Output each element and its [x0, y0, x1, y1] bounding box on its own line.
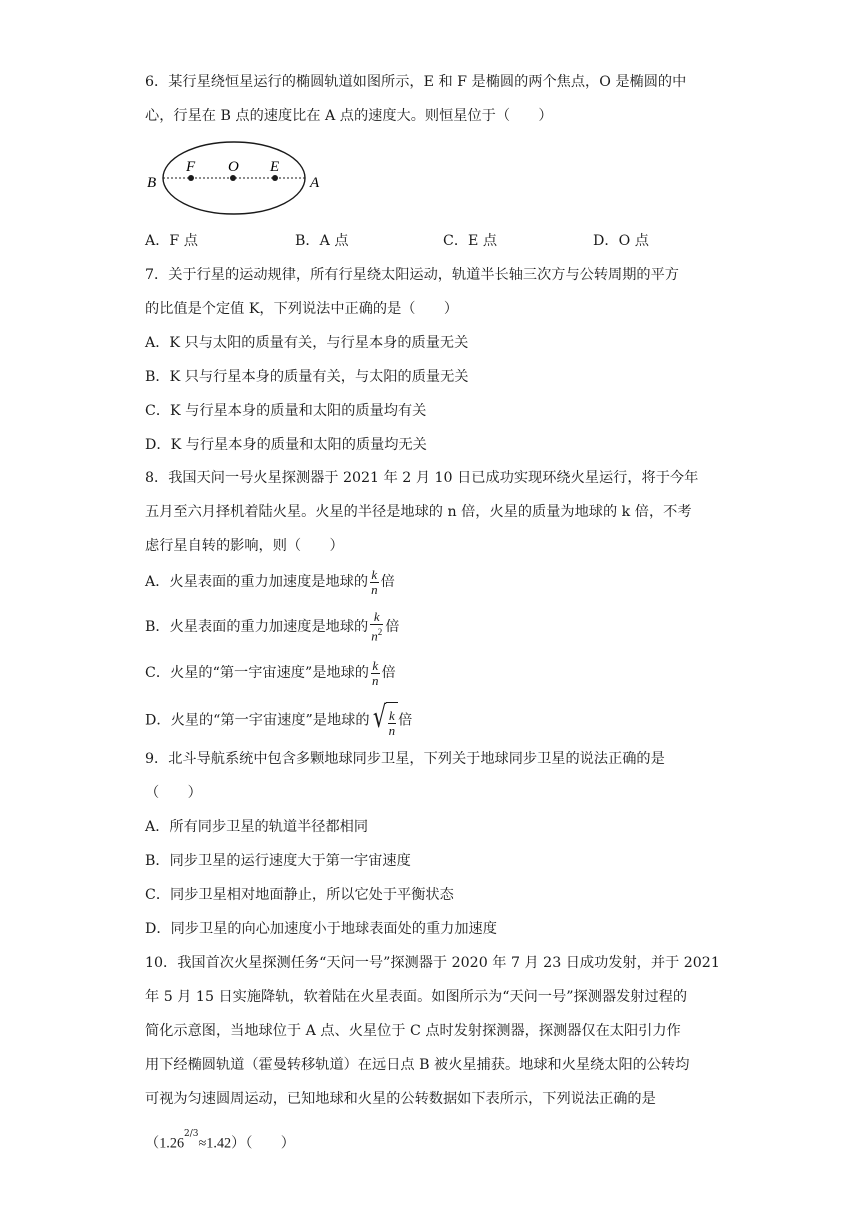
formula-close-paren: ）（ ） [231, 1135, 295, 1152]
sqrt-k-over-n [370, 698, 399, 743]
q10-stem-line5: 可视为匀速圆周运动，已知地球和火星的公转数据如下表所示，下列说法正确的是 [145, 1091, 656, 1107]
label-b: B [147, 175, 157, 191]
q10-stem-line4: 用下经椭圆轨道（霍曼转移轨道）在远日点 B 被火星捕获。地球和火星绕太阳的公转均 [145, 1057, 690, 1073]
fraction-denominator: n [371, 581, 378, 597]
q8-stem-line3: 虑行星自转的影响，则（ ） [145, 538, 344, 554]
q7-option-a[interactable]: A．K 只与太阳的质量有关，与行星本身的质量无关 [145, 335, 469, 351]
focus-f-point [188, 175, 194, 181]
fraction-numerator: k [370, 610, 383, 625]
q8-option-d-text: D．火星的“第一宇宙速度”是地球的 [145, 712, 370, 729]
q8-option-c-suffix: 倍 [381, 665, 396, 681]
q10-stem-line3: 简化示意图，当地球位于 A 点、火星位于 C 点时发射探测器，探测器仅在太阳引力作 [145, 1023, 681, 1039]
ellipse-orbit-diagram [140, 140, 340, 220]
q8-option-b[interactable] [145, 609, 399, 645]
q9-option-d[interactable]: D．同步卫星的向心加速度小于地球表面处的重力加速度 [145, 921, 497, 937]
q8-option-a-text: A．火星表面的重力加速度是地球的 [145, 574, 369, 590]
q7-option-d[interactable]: D．K 与行星本身的质量和太阳的质量均无关 [145, 437, 427, 453]
q9-option-c[interactable]: C．同步卫星相对地面静止，所以它处于平衡状态 [145, 887, 454, 903]
fraction-numerator: k [389, 707, 395, 723]
fraction-denominator: n [388, 722, 396, 738]
q9-option-b[interactable]: B．同步卫星的运行速度大于第一宇宙速度 [145, 853, 411, 869]
label-a: A [310, 175, 320, 191]
q8-option-d[interactable] [145, 698, 412, 743]
q6-option-c[interactable]: C．E 点 [443, 233, 498, 249]
fraction-k-over-n [371, 659, 380, 688]
q9-stem-line1: 9．北斗导航系统中包含多颗地球同步卫星，下列关于地球同步卫星的说法正确的是 [145, 751, 665, 767]
label-e: E [270, 159, 280, 175]
n-base: n [371, 628, 378, 644]
q7-option-b[interactable]: B．K 只与行星本身的质量有关，与太阳的质量无关 [145, 369, 469, 385]
q9-stem-line2: （ ） [145, 785, 202, 801]
q7-option-c[interactable]: C．K 与行星本身的质量和太阳的质量均有关 [145, 403, 427, 419]
fraction-numerator: k [372, 657, 379, 673]
radical-sign: √ [372, 700, 386, 735]
q8-stem-line1: 8．我国天问一号火星探测器于 2021 年 2 月 10 日已成功实现环绕火星运行，将于今年 [145, 470, 699, 486]
radicand [386, 702, 399, 743]
q8-stem-line2: 五月至六月择机着陆火星。火星的半径是地球的 n 倍，火星的质量为地球的 k 倍，不考 [145, 504, 692, 520]
q8-option-a[interactable] [145, 564, 395, 600]
fraction-denominator: n [372, 672, 379, 688]
formula-open-paren: （ [145, 1135, 160, 1152]
q7-stem-line1: 7．关于行星的运动规律，所有行星绕太阳运动，轨道半长轴三次方与公转周期的平方 [145, 267, 679, 283]
formula-base: 1.26 [159, 1135, 185, 1152]
q6-option-b[interactable]: B．A 点 [295, 233, 349, 249]
fraction-numerator: k [371, 566, 378, 582]
label-o: O [228, 159, 239, 175]
center-o-point [230, 175, 236, 181]
formula-exponent: 2/3 [184, 1129, 199, 1139]
fraction-k-over-n-squared [370, 610, 383, 643]
label-f: F [186, 159, 196, 175]
q7-stem-line2: 的比值是个定值 K，下列说法中正确的是（ ） [145, 301, 459, 317]
q8-option-c-text: C．火星的“第一宇宙速度”是地球的 [145, 665, 369, 681]
q9-option-a[interactable]: A．所有同步卫星的轨道半径都相同 [145, 819, 369, 835]
q10-stem-line2: 年 5 月 15 日实施降轨，软着陆在火星表面。如图所示为“天问一号”探测器发射过程的 [145, 989, 688, 1005]
q6-stem-line2: 心，行星在 B 点的速度比在 A 点的速度大。则恒星位于（ ） [145, 108, 553, 124]
q6-option-a[interactable]: A．F 点 [145, 233, 198, 249]
q6-option-d[interactable]: D．O 点 [593, 233, 649, 249]
q8-option-b-text: B．火星表面的重力加速度是地球的 [145, 619, 369, 635]
q10-stem-line1: 10．我国首次火星探测任务“天问一号”探测器于 2020 年 7 月 23 日成功发射，并于 2021 [145, 955, 720, 971]
q8-option-d-suffix: 倍 [398, 712, 413, 729]
q6-stem-line1: 6．某行星绕恒星运行的椭圆轨道如图所示，E 和 F 是椭圆的两个焦点，O 是椭圆的中 [145, 74, 687, 90]
exponent-2: 2 [377, 627, 383, 638]
q8-option-a-suffix: 倍 [380, 574, 395, 590]
formula-approx: ≈1.42 [198, 1135, 232, 1152]
q8-option-c[interactable] [145, 655, 396, 691]
q10-formula-line [145, 1125, 295, 1159]
fraction-k-over-n [370, 568, 379, 597]
q8-option-b-suffix: 倍 [385, 619, 400, 635]
focus-e-point [272, 175, 278, 181]
fraction-k-over-n [388, 709, 397, 738]
fraction-denominator [370, 625, 383, 643]
